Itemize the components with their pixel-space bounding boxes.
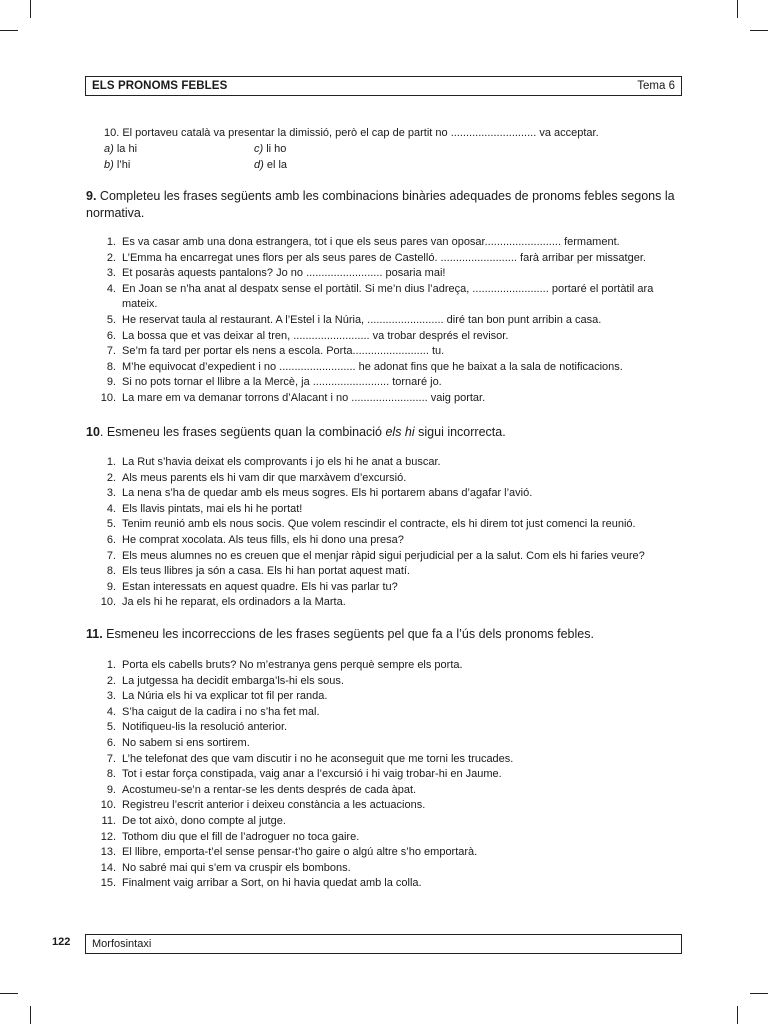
item-text: Ja els hi he reparat, els ordinadors a la Marta. (122, 596, 346, 609)
item-number: 8. (106, 360, 116, 373)
list-item (96, 876, 686, 892)
page-header (85, 76, 682, 96)
item-number: 5. (106, 518, 116, 531)
item-text: En Joan se n’ha anat al despatx sense el portàtil. Si me’n dius l’adreça, ......................... portaré el portàtil ara mateix. (122, 282, 654, 311)
item-number: 2. (106, 674, 116, 687)
item-number: 9. (106, 580, 116, 593)
option-c: c) li ho (254, 143, 287, 155)
item-number: 5. (106, 721, 116, 734)
exercise-11-title: 11. Esmeneu les incorreccions de les frases següents pel que fa a l’ús dels pronoms febles. (86, 627, 594, 641)
item-number: 6. (106, 329, 116, 342)
item-text: La jutgessa ha decidit embarga’ls-hi els sous. (122, 674, 344, 687)
item-number: 12. (100, 830, 116, 843)
list-item (96, 549, 686, 565)
item-text: Se’m fa tard per portar els nens a escola. Porta......................... tu. (122, 345, 445, 358)
list-item (96, 580, 686, 596)
exercise-9-list (96, 235, 686, 407)
item-number: 9. (106, 783, 116, 796)
item-number: 15. (100, 877, 116, 890)
item-number: 7. (106, 549, 116, 562)
crop-mark-bl-v (30, 1006, 31, 1024)
list-item (96, 251, 686, 267)
list-item (96, 595, 686, 611)
item-text: Els teus llibres ja són a casa. Els hi han portat aquest matí. (122, 565, 410, 578)
header-title: ELS PRONOMS FEBLES (92, 80, 228, 92)
item-number: 4. (106, 705, 116, 718)
list-item (96, 471, 686, 487)
option-b: b) l’hi (104, 159, 131, 171)
option-d: d) el la (254, 159, 288, 171)
crop-mark-tl-v (30, 0, 31, 18)
item-text: Tot i estar força constipada, vaig anar a l’excursió i hi vaig trobar-hi en Jaume. (122, 768, 502, 781)
item-text: He comprat xocolata. Als teus fills, els hi dono una presa? (122, 533, 404, 546)
list-item (96, 344, 686, 360)
item-text: La Núria els hi va explicar tot fil per randa. (122, 690, 328, 703)
list-item (96, 235, 686, 251)
crop-mark-br-h (750, 993, 768, 994)
list-item (96, 313, 686, 329)
item-text: Es va casar amb una dona estrangera, tot i que els seus pares van oposar......................... fermament. (122, 236, 620, 248)
item-number: 11. (101, 814, 116, 827)
list-item (96, 783, 686, 799)
crop-mark-bl-h (0, 993, 18, 994)
item-number: 10. (100, 596, 116, 609)
item-text: M’he equivocat d’expedient i no ......................... he adonat fins que he baixat a la sala de notificacions. (122, 360, 623, 373)
item-text: Els llavis pintats, mai els hi he portat! (122, 502, 303, 515)
exercise-10-list (96, 455, 686, 611)
item-number: 4. (106, 282, 116, 295)
item-number: 6. (106, 533, 116, 546)
list-item (96, 517, 686, 533)
page-number: 122 (52, 936, 71, 948)
list-item (96, 375, 686, 391)
item-text: L’he telefonat des que vam discutir i no he aconseguit que me torni les trucades. (122, 752, 514, 765)
item-text: No sabem si ens sortirem. (122, 736, 250, 749)
item-number: 1. (106, 236, 116, 248)
item-number: 4. (106, 502, 116, 515)
list-item (96, 830, 686, 846)
list-item (96, 689, 686, 705)
item-number: 3. (106, 690, 116, 703)
item-text: La Rut s’havia deixat els comprovants i jo els hi he anat a buscar. (122, 456, 441, 468)
list-item (96, 533, 686, 549)
list-item (96, 798, 686, 814)
list-item (96, 736, 686, 752)
item-text: Tenim reunió amb els nous socis. Que volem rescindir el contracte, els hi direm tot just comenci la reunió. (122, 518, 636, 531)
option-a: a) la hi (104, 143, 138, 155)
list-item (96, 266, 686, 282)
exercise-9-title: 9. Completeu les frases següents amb les combinacions binàries adequades de pronoms febles segons la normativa. (86, 189, 675, 220)
item-number: 10. (100, 799, 116, 812)
item-text: Estan interessats en aquest quadre. Els hi vas parlar tu? (122, 580, 398, 593)
item-number: 5. (106, 313, 116, 326)
list-item (96, 455, 686, 471)
crop-mark-tr-v (737, 0, 738, 18)
item-number: 7. (106, 345, 116, 358)
item-text: La mare em va demanar torrons d’Alacant i no ......................... vaig portar. (122, 391, 486, 404)
crop-mark-tl-h (0, 30, 18, 31)
list-item (96, 282, 686, 313)
list-item (96, 502, 686, 518)
item-text: Si no pots tornar el llibre a la Mercè, ja ......................... tornaré jo. (122, 376, 442, 389)
item-number: 3. (106, 267, 116, 280)
crop-mark-tr-h (750, 30, 768, 31)
item-number: 1. (106, 659, 116, 671)
item-text: La nena s’ha de quedar amb els meus sogres. Els hi portarem abans d’agafar l’avió. (122, 487, 533, 500)
question-10-block (104, 125, 684, 173)
list-item (96, 564, 686, 580)
list-item (96, 720, 686, 736)
list-item (96, 767, 686, 783)
item-text: La bossa que et vas deixar al tren, ......................... va trobar després el revisor. (122, 329, 509, 342)
list-item (96, 674, 686, 690)
item-text: Porta els cabells bruts? No m’estranya gens perquè sempre els porta. (122, 659, 463, 671)
item-text: Et posaràs aquests pantalons? Jo no ......................... posaria mai! (122, 267, 446, 280)
item-text: Notifiqueu-lis la resolució anterior. (122, 721, 288, 734)
exercise-11-list (96, 658, 686, 892)
list-item (96, 861, 686, 877)
item-text: S’ha caigut de la cadira i no s’ha fet mal. (122, 705, 320, 718)
question-10-options (104, 141, 684, 173)
item-number: 1. (106, 456, 116, 468)
item-number: 13. (100, 846, 116, 859)
list-item (96, 658, 686, 674)
item-text: Acostumeu-se’n a rentar-se les dents després de cada àpat. (122, 783, 417, 796)
list-item (96, 391, 686, 407)
crop-mark-br-v (737, 1006, 738, 1024)
item-number: 8. (106, 768, 116, 781)
list-item (96, 845, 686, 861)
item-text: De tot això, dono compte al jutge. (122, 814, 286, 827)
item-number: 7. (106, 752, 116, 765)
list-item (96, 360, 686, 376)
list-item (96, 752, 686, 768)
list-item (96, 705, 686, 721)
item-text: Finalment vaig arribar a Sort, on hi havia quedat amb la colla. (122, 877, 422, 890)
list-item (96, 486, 686, 502)
item-number: 3. (106, 487, 116, 500)
item-text: Registreu l’escrit anterior i deixeu constància a les actuacions. (122, 799, 426, 812)
item-number: 14. (100, 861, 116, 874)
exercise-10-title: 10. Esmeneu les frases següents quan la combinació els hi sigui incorrecta. (86, 425, 506, 439)
item-number: 10. (100, 391, 116, 404)
item-text: L’Emma ha encarregat unes flors per als seus pares de Castelló. ......................... farà arribar per missatger. (122, 251, 646, 264)
item-text: He reservat taula al restaurant. A l’Estel i la Núria, ......................... diré tan bon punt arribin a casa. (122, 313, 602, 326)
item-text: No sabré mai qui s’em va cruspir els bombons. (122, 861, 351, 874)
list-item (96, 814, 686, 830)
item-number: 9. (106, 376, 116, 389)
item-text: El llibre, emporta-t’el sense pensar-t’ho gaire o algú altre s’ho emportarà. (122, 846, 478, 859)
item-text: Tothom diu que el fill de l’adroguer no toca gaire. (122, 830, 360, 843)
item-number: 2. (106, 471, 116, 484)
item-number: 8. (106, 565, 116, 578)
list-item (96, 329, 686, 345)
item-text: Els meus alumnes no es creuen que el menjar ràpid sigui perjudicial per a la salut. Com els hi faries veure? (122, 549, 645, 562)
footer-section: Morfosintaxi (85, 934, 682, 954)
header-tema: Tema 6 (637, 80, 675, 92)
item-number: 2. (106, 251, 116, 264)
item-text: Als meus parents els hi vam dir que marxàvem d’excursió. (122, 471, 407, 484)
item-number: 6. (106, 736, 116, 749)
question-10-text: 10. El portaveu català va presentar la dimissió, però el cap de partit no ............................ va acceptar. (104, 127, 599, 139)
